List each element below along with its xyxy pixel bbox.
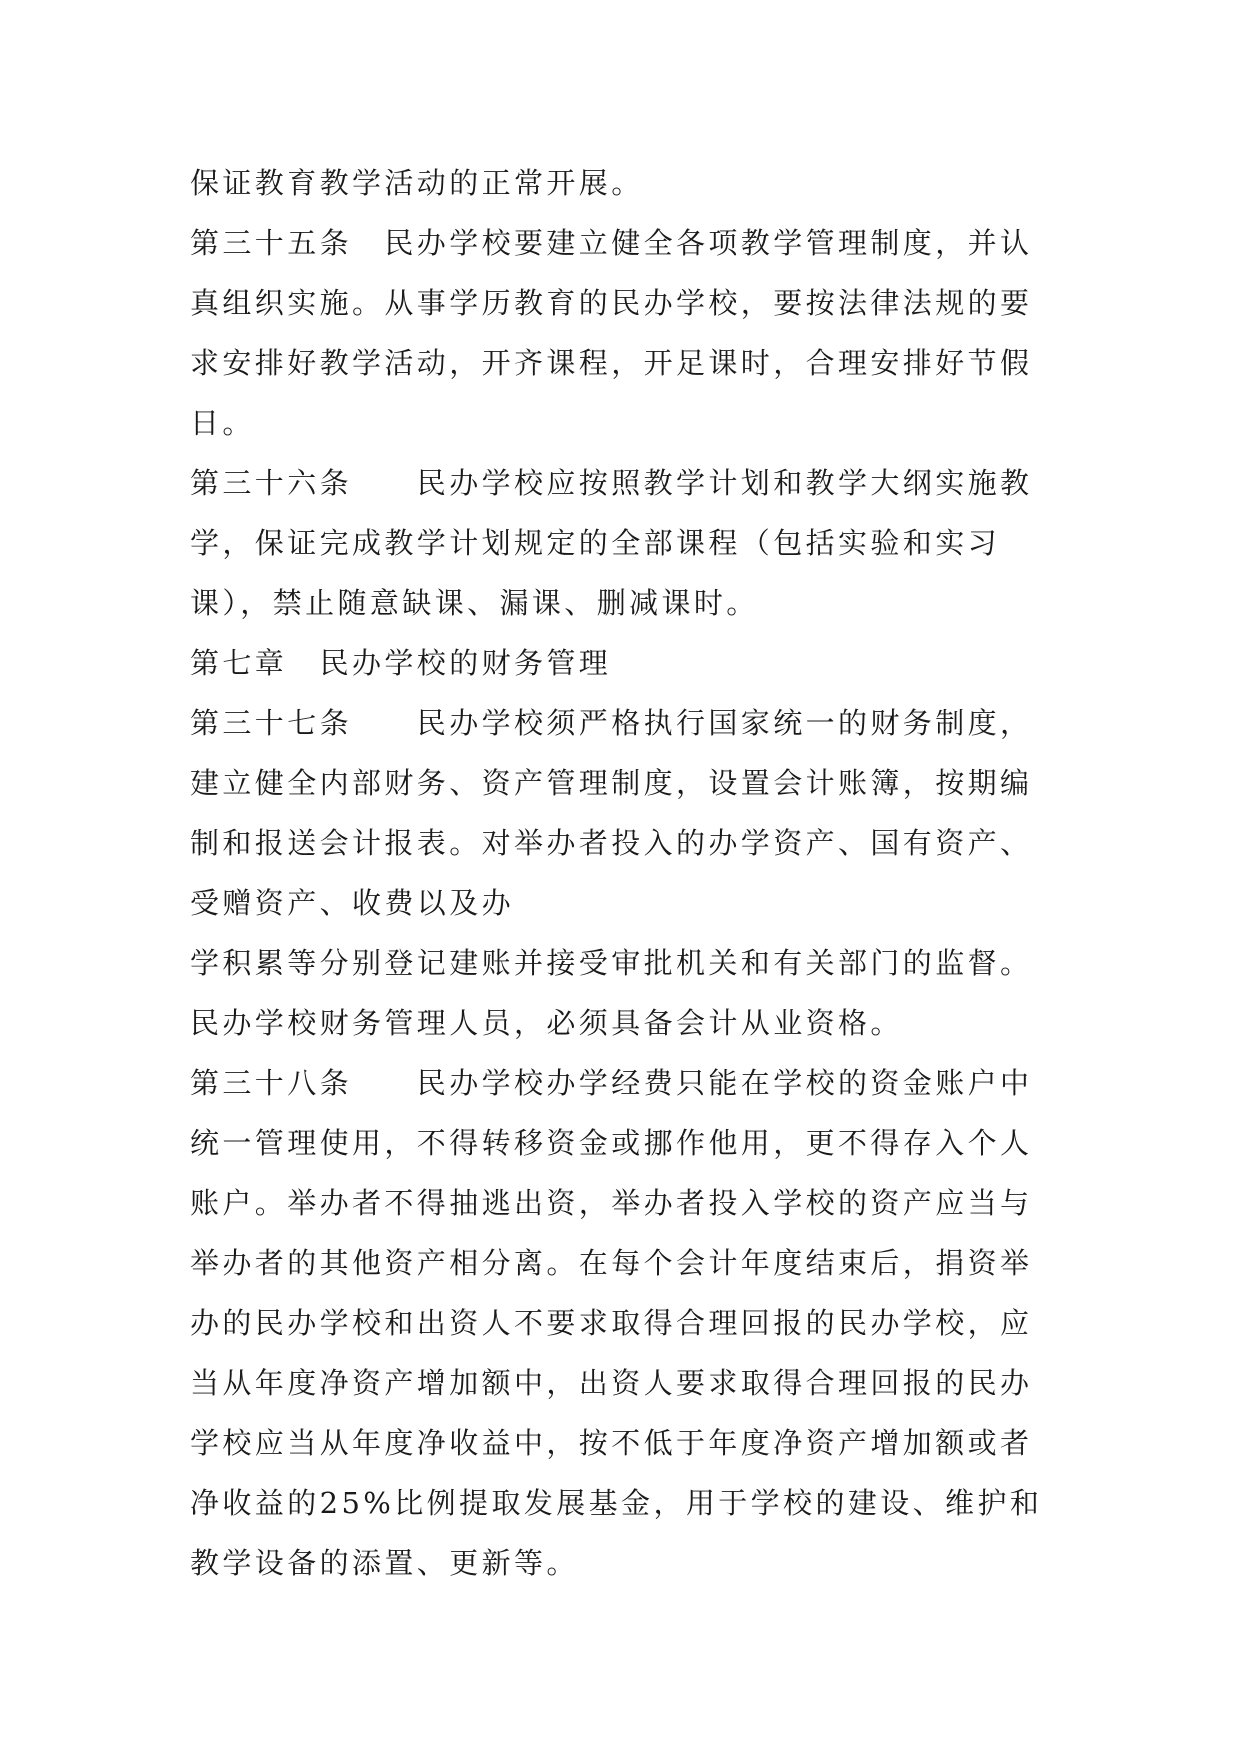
text-line: 举办者的其他资产相分离。在每个会计年度结束后，捐资举 [190,1246,1033,1280]
text-line: 学校应当从年度净收益中，按不低于年度净资产增加额或者 [190,1426,1033,1460]
text-line: 统一管理使用，不得转移资金或挪作他用，更不得存入个人 [190,1126,1033,1160]
text-line: 真组织实施。从事学历教育的民办学校，要按法律法规的要 [190,286,1033,320]
text-line: 净收益的25%比例提取发展基金，用于学校的建设、维护和 [190,1486,1043,1520]
text-line: 制和报送会计报表。对举办者投入的办学资产、国有资产、 [190,826,1033,860]
text-line: 求安排好教学活动，开齐课程，开足课时，合理安排好节假 [190,346,1033,380]
text-line: 民办学校财务管理人员，必须具备会计从业资格。 [190,1006,903,1040]
text-line: 受赠资产、收费以及办 [190,886,515,920]
article-38-heading-line: 第三十八条 民办学校办学经费只能在学校的资金账户中 [190,1066,1033,1100]
article-36-heading-line: 第三十六条 民办学校应按照教学计划和教学大纲实施教 [190,466,1033,500]
chapter-7-heading: 第七章 民办学校的财务管理 [190,646,612,680]
article-37-heading-line: 第三十七条 民办学校须严格执行国家统一的财务制度， [190,706,1033,740]
text-line: 学，保证完成教学计划规定的全部课程（包括实验和实习 [190,526,1001,560]
text-line: 学积累等分别登记建账并接受审批机关和有关部门的监督。 [190,946,1033,980]
text-line: 教学设备的添置、更新等。 [190,1546,579,1580]
text-line: 日。 [190,406,255,440]
text-line: 建立健全内部财务、资产管理制度，设置会计账簿，按期编 [190,766,1033,800]
text-line: 办的民办学校和出资人不要求取得合理回报的民办学校，应 [190,1306,1033,1340]
document-body [190,153,1070,1593]
article-35-heading-line: 第三十五条 民办学校要建立健全各项教学管理制度，并认 [190,226,1033,260]
text-line: 当从年度净资产增加额中，出资人要求取得合理回报的民办 [190,1366,1033,1400]
text-line: 保证教育教学活动的正常开展。 [190,166,644,200]
text-line: 课），禁止随意缺课、漏课、删减课时。 [190,586,759,620]
text-line: 账户。举办者不得抽逃出资，举办者投入学校的资产应当与 [190,1186,1033,1220]
